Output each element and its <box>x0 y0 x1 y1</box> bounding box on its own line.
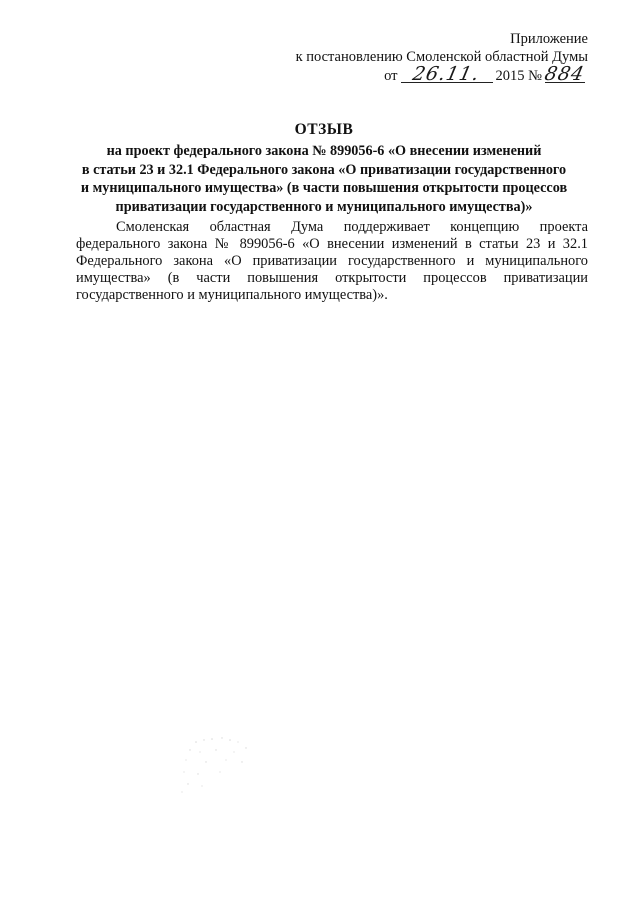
title-subject <box>60 142 588 216</box>
handwritten-date: 26.11. <box>410 63 483 85</box>
number-blank <box>543 63 587 85</box>
annex-label: Приложение <box>510 31 588 47</box>
body-line: государственного и муниципального имущества)». <box>76 287 388 303</box>
annex-date-line <box>228 63 588 85</box>
body-paragraph <box>76 219 588 304</box>
title-line: приватизации государственного и муниципального имущества)» <box>115 198 533 215</box>
date-blank <box>401 63 493 85</box>
title-main: ОТЗЫВ <box>294 121 354 138</box>
title-line: в статьи 23 и 32.1 Федерального закона «О приватизации государственного <box>81 161 567 178</box>
title-line: на проект федерального закона № 899056-6 «О внесении изменений <box>106 143 542 159</box>
from-label: от <box>384 68 398 84</box>
annex-resolution-ref: к постановлению Смоленской областной Думы <box>295 49 588 65</box>
body-line: имущества» (в части повышения открытости процессов приватизации <box>76 270 588 286</box>
body-line: федерального закона № 899056-6 «О внесении изменений в статьи 23 и 32.1 <box>76 236 588 252</box>
annex-header <box>228 30 588 85</box>
handwritten-number: 884 <box>543 63 587 85</box>
year-label: 2015 № <box>495 68 542 84</box>
document-title <box>60 120 588 216</box>
faint-stamp-marks <box>176 736 266 796</box>
body-line: Федерального закона «О приватизации государственного и муниципального <box>76 253 588 269</box>
body-line: Смоленская областная Дума поддерживает концепцию проекта <box>116 219 588 235</box>
title-line: и муниципального имущества» (в части повышения открытости процессов <box>80 180 568 196</box>
